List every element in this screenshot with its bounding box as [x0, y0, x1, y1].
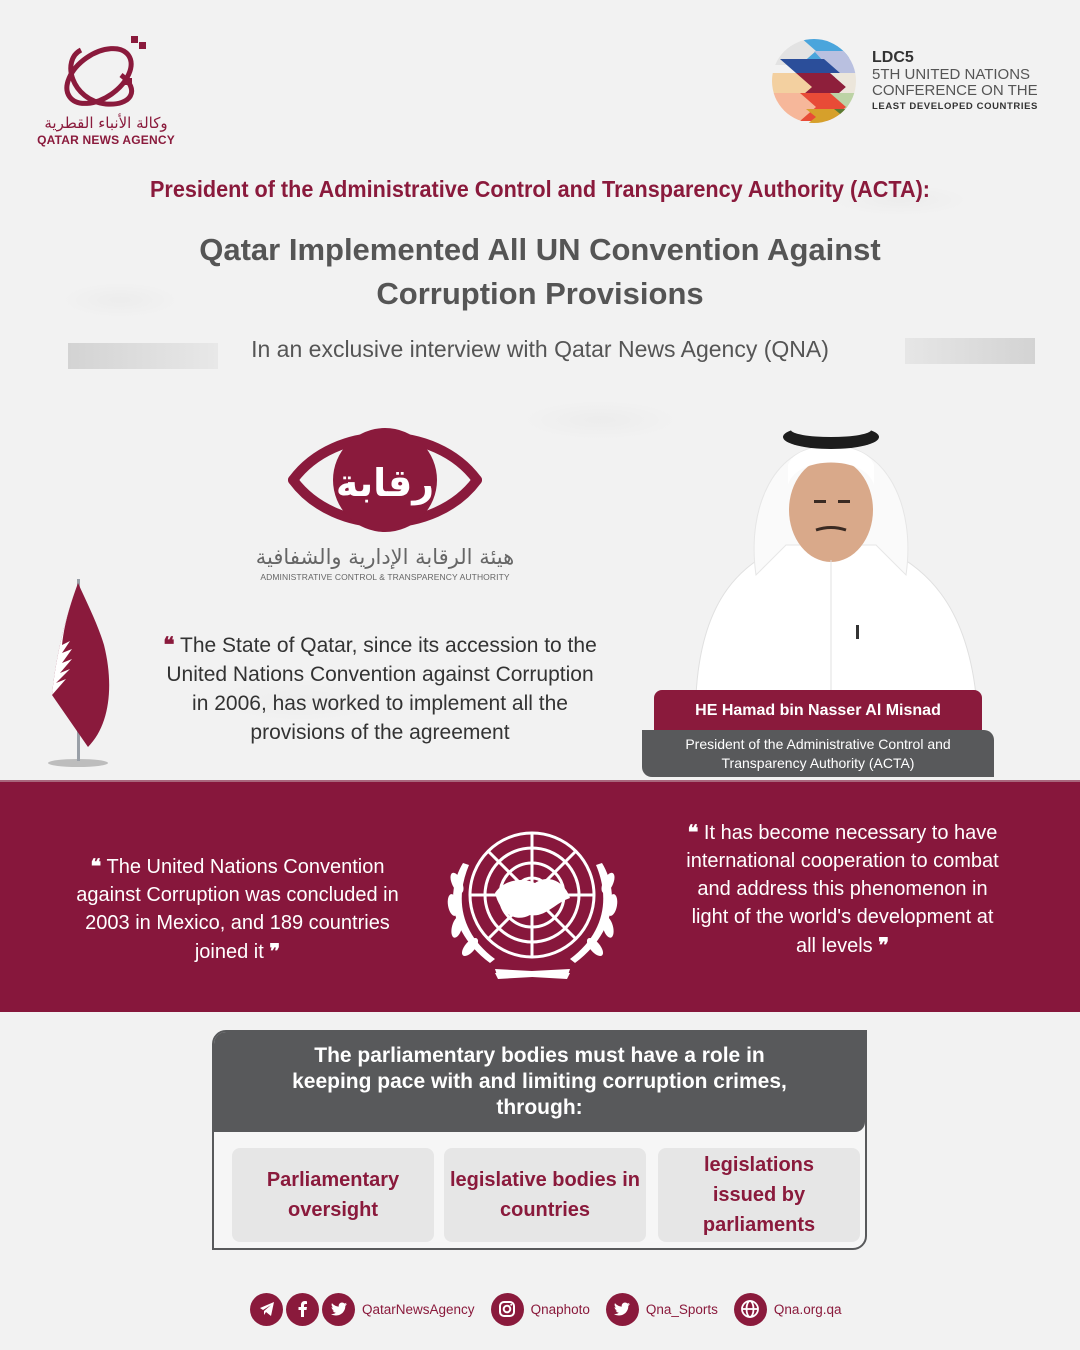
- social-footer: [250, 1290, 870, 1328]
- ldc5-line-3: LEAST DEVELOPED COUNTRIES: [872, 100, 1038, 112]
- parliament-item-oversight: Parliamentary oversight: [232, 1148, 434, 1242]
- twitter-icon[interactable]: [606, 1293, 639, 1326]
- qna-logo: [36, 30, 176, 160]
- ldc5-emblem-icon: [770, 37, 858, 125]
- open-quote-icon: ❝: [687, 820, 699, 844]
- un-emblem-icon: [435, 823, 630, 983]
- qna-english-name: QATAR NEWS AGENCY: [37, 133, 175, 147]
- social-label-qatarnewsagency[interactable]: QatarNewsAgency: [362, 1301, 475, 1317]
- acta-emblem-text: رقابة: [335, 461, 435, 505]
- parliament-box: [212, 1030, 867, 1250]
- facebook-icon[interactable]: [286, 1293, 319, 1326]
- quote-international-cooperation: [680, 818, 1005, 960]
- social-label-qna-sports[interactable]: Qna_Sports: [645, 1301, 718, 1317]
- ldc5-line-2: CONFERENCE ON THE: [872, 81, 1038, 99]
- headline-title-line-1: Qatar Implemented All UN Convention Against: [199, 232, 881, 267]
- parliament-heading: The parliamentary bodies must have a role in keeping pace with and limiting corruption crimes, through:: [214, 1032, 865, 1132]
- quote-text: It has become necessary to have international cooperation to combat and address this phenomenon in light of the world's development at all levels: [686, 822, 999, 957]
- qatar-flag-icon: [48, 575, 118, 770]
- open-quote-icon: ❝: [90, 854, 102, 878]
- acta-eye-icon: [285, 418, 485, 543]
- portrait-photo: [676, 405, 986, 695]
- headline-kicker: President of the Administrative Control and Transparency Authority (ACTA):: [149, 176, 930, 202]
- open-quote-icon: ❝: [163, 632, 175, 657]
- instagram-icon[interactable]: [491, 1293, 524, 1326]
- globe-icon[interactable]: [734, 1293, 767, 1326]
- headline-subtitle: In an exclusive interview with Qatar News Agency (QNA): [251, 336, 829, 362]
- parliament-item-legislations: legislations issued by parliaments: [658, 1148, 860, 1242]
- quote-text: The United Nations Convention against Corruption was concluded in 2003 in Mexico, and 189 countries joined it: [76, 856, 399, 963]
- quote-text: The State of Qatar, since its accession to the United Nations Convention against Corruption in 2006, has worked to implement all the provisions of the agreement: [166, 634, 597, 744]
- person-name-card: HE Hamad bin Nasser Al Misnad: [654, 690, 982, 732]
- parliament-item-legislative-bodies: legislative bodies in countries: [444, 1148, 646, 1242]
- qna-arabic-name: وكالة الأنباء القطرية: [44, 114, 168, 132]
- twitter-icon[interactable]: [322, 1293, 355, 1326]
- ldc5-logo: [770, 36, 1050, 126]
- quote-un-convention: [60, 852, 415, 966]
- ldc5-line-1: 5TH UNITED NATIONS: [872, 66, 1031, 84]
- telegram-icon[interactable]: [250, 1293, 283, 1326]
- acta-logo: [250, 418, 520, 608]
- person-title-card: President of the Administrative Control and Transparency Authority (ACTA): [642, 730, 994, 777]
- qna-emblem-icon: [51, 30, 161, 112]
- close-quote-icon: ❞: [269, 939, 281, 963]
- quote-qatar-accession: [160, 630, 600, 747]
- close-quote-icon: ❞: [878, 933, 890, 957]
- social-label-website[interactable]: Qna.org.qa: [773, 1301, 842, 1317]
- headline-title: [0, 228, 1080, 316]
- headline-title-line-2: Corruption Provisions: [376, 276, 704, 311]
- social-label-qnaphoto[interactable]: Qnaphoto: [530, 1301, 590, 1317]
- ldc5-title: LDC5: [872, 49, 914, 67]
- acta-english-name: ADMINISTRATIVE CONTROL & TRANSPARENCY AUTHORITY: [260, 572, 510, 582]
- acta-arabic-name: هيئة الرقابة الإدارية والشفافية: [255, 545, 515, 569]
